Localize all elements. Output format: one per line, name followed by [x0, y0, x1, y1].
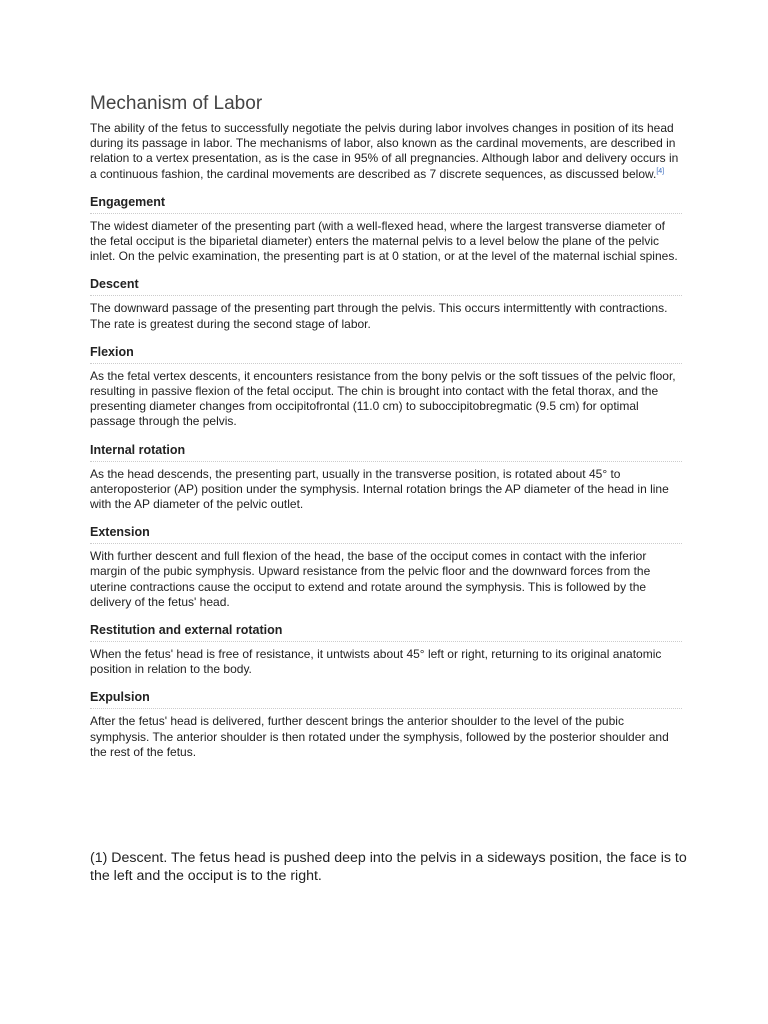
section-heading: Engagement: [90, 194, 682, 214]
section-heading: Descent: [90, 276, 682, 296]
section-text: After the fetus' head is delivered, further descent brings the anterior shoulder to the level of the pubic symphysis. The anterior shoulder is then rotated under the symphysis, followed by the posterior shoulder and the rest of the fetus.: [90, 714, 669, 759]
section-heading: Internal rotation: [90, 442, 682, 462]
section-text: As the head descends, the presenting part, usually in the transverse position, is rotated about 45° to anteroposterior (AP) position under the symphysis. Internal rotation brings the AP diameter of the head in line with the AP diameter of the pelvic outlet.: [90, 466, 669, 512]
section-extension: [90, 524, 682, 610]
section-heading: Extension: [90, 524, 682, 544]
figure-caption: (1) Descent. The fetus head is pushed deep into the pelvis in a sideways position, the face is to the left and the occiput is to the right.: [90, 850, 687, 884]
page-title: Mechanism of Labor: [90, 93, 263, 114]
reference-link[interactable]: [4]: [656, 167, 665, 175]
section-descent: [90, 276, 682, 331]
section-flexion: [90, 344, 682, 430]
section-heading: Restitution and external rotation: [90, 622, 682, 642]
section-heading: Flexion: [90, 344, 682, 364]
section-text: When the fetus' head is free of resistance, it untwists about 45° left or right, returning to its original anatomic position in relation to the body.: [90, 647, 662, 677]
intro-paragraph: [90, 121, 682, 182]
section-heading: Expulsion: [90, 689, 682, 709]
section-internal-rotation: [90, 442, 682, 513]
section-text: With further descent and full flexion of the head, the base of the occiput comes in contact with the inferior margin of the pubic symphysis. Upward resistance from the pelvic floor and the downward forces from the uterine contractions cause the occiput to extend and rotate around the symphysis. This is followed by the delivery of the fetus' head.: [90, 549, 651, 609]
section-engagement: [90, 194, 682, 265]
document-page: [90, 92, 682, 760]
section-text: As the fetal vertex descents, it encounters resistance from the bony pelvis or the soft tissues of the pelvic floor, resulting in passive flexion of the fetal occiput. The chin is brought into contact with the fetal thorax, and the presenting diameter changes from occipitofrontal (11.0 cm) to suboccipitobregmatic (9.5 cm) for optimal passage through the pelvis.: [90, 368, 676, 429]
section-restitution: [90, 622, 682, 677]
section-text: The widest diameter of the presenting part (with a well-flexed head, where the largest transverse diameter of the fetal occiput is the biparietal diameter) enters the maternal pelvis to a level below the plane of the pelvic inlet. On the pelvic examination, the presenting part is at 0 station, or at the level of the maternal ischial spines.: [90, 218, 678, 264]
section-expulsion: [90, 689, 682, 760]
section-text: The downward passage of the presenting part through the pelvis. This occurs intermittently with contractions. The rate is greatest during the second stage of labor.: [90, 301, 668, 331]
intro-text: The ability of the fetus to successfully negotiate the pelvis during labor involves changes in position of its head during its passage in labor. The mechanisms of labor, also known as the cardinal movements, are described in relation to a vertex presentation, as is the case in 95% of all pregnancies. Although labor and delivery occurs in a continuous fashion, the cardinal movements are described as 7 discrete sequences, as discussed below.: [90, 121, 679, 181]
